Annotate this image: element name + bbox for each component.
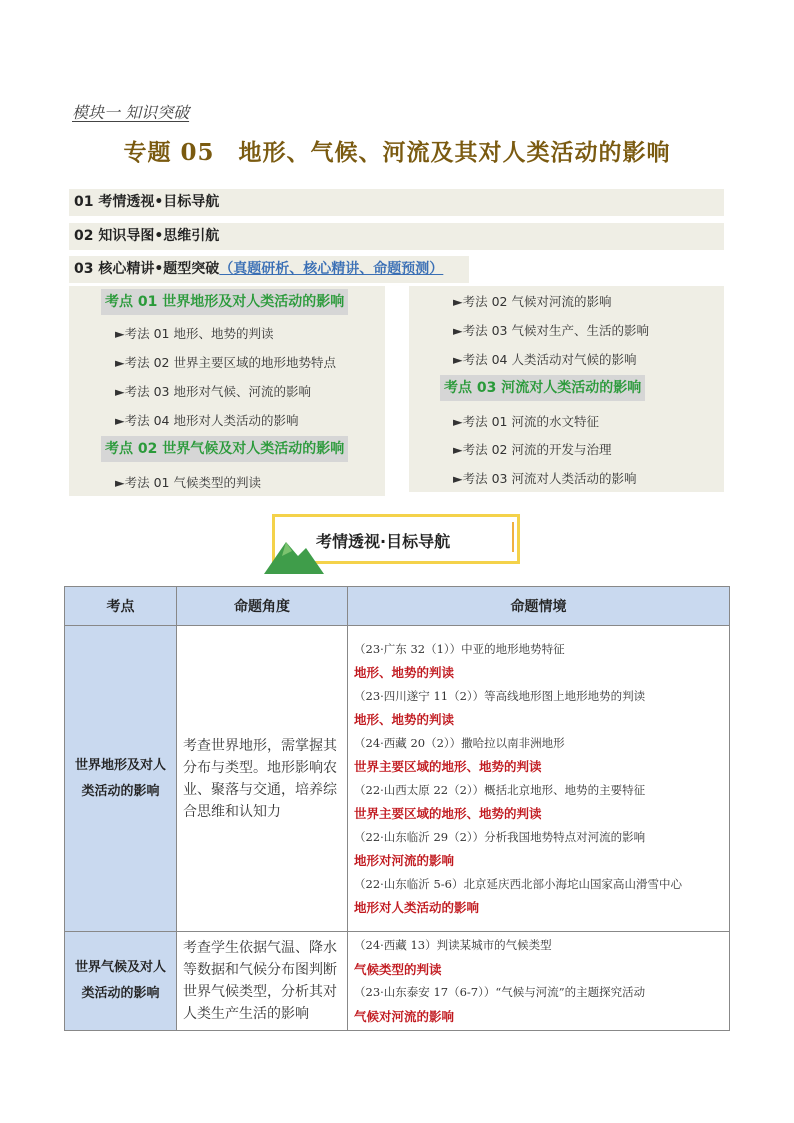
toc-kaofa-item[interactable]: ►考法 02 气候对河流的影响 bbox=[453, 294, 612, 309]
table-row bbox=[65, 626, 730, 932]
situation-topic: 地形对河流的影响 bbox=[354, 853, 455, 868]
toc-kaofa-item[interactable]: ►考法 04 人类活动对气候的影响 bbox=[453, 352, 637, 367]
toc-kaofa-item[interactable]: ►考法 02 世界主要区域的地形地势特点 bbox=[115, 355, 336, 370]
table-row bbox=[65, 932, 730, 1031]
toc-row-1[interactable]: 01 考情透视•目标导航 bbox=[69, 189, 724, 216]
toc-row-2[interactable]: 02 知识导图•思维引航 bbox=[69, 223, 724, 250]
toc-kaofa-item[interactable]: ►考法 01 气候类型的判读 bbox=[115, 475, 261, 490]
situation-topic: 地形、地势的判读 bbox=[354, 665, 455, 680]
toc-kaofa-item[interactable]: ►考法 03 气候对生产、生活的影响 bbox=[453, 323, 649, 338]
toc-row-3[interactable] bbox=[69, 256, 469, 283]
toc-left-column bbox=[69, 286, 385, 496]
title-text: 地形、气候、河流及其对人类活动的影响 bbox=[238, 139, 671, 166]
situation-source: （22·山东临沂 5-6）北京延庆西北部小海坨山国家高山滑雪中心 bbox=[354, 876, 682, 891]
toc-row-3-sub[interactable]: （真题研析、核心精讲、命题预测） bbox=[219, 261, 444, 277]
row-angle: 考查世界地形，需掌握其分布与类型。地形影响农业、聚落与交通，培养综合思维和认知力 bbox=[177, 626, 348, 932]
situation-topic: 世界主要区域的地形、地势的判读 bbox=[354, 806, 542, 821]
toc-kaofa-item[interactable]: ►考法 01 地形、地势的判读 bbox=[115, 326, 274, 341]
situation-source: （24·西藏 20（2））撒哈拉以南非洲地形 bbox=[354, 735, 565, 750]
table-header-row bbox=[65, 587, 730, 626]
header-kaodian: 考点 bbox=[65, 587, 177, 626]
row-kaodian: 世界地形及对人类活动的影响 bbox=[65, 626, 177, 932]
toc-kaodian-02[interactable]: 考点 02 世界气候及对人类活动的影响 bbox=[101, 436, 348, 462]
situation-source: （23·广东 32（1））中亚的地形地势特征 bbox=[354, 641, 565, 656]
toc-kaofa-item[interactable]: ►考法 04 地形对人类活动的影响 bbox=[115, 413, 299, 428]
situation-source: （22·山东临沂 29（2））分析我国地势特点对河流的影响 bbox=[354, 829, 646, 844]
toc-kaodian-01[interactable]: 考点 01 世界地形及对人类活动的影响 bbox=[101, 289, 348, 315]
row-angle: 考查学生依据气温、降水等数据和气候分布图判断世界气候类型，分析其对人类生产生活的影响 bbox=[177, 932, 348, 1031]
row-situation bbox=[348, 626, 730, 932]
toc-right-column bbox=[409, 286, 724, 492]
situation-topic: 地形、地势的判读 bbox=[354, 712, 455, 727]
situation-source: （24·西藏 13）判读某城市的气候类型 bbox=[354, 938, 552, 952]
situation-source: （23·四川遂宁 11（2））等高线地形图上地形地势的判读 bbox=[354, 688, 646, 703]
situation-topic: 气候类型的判读 bbox=[354, 961, 442, 977]
header-situation: 命题情境 bbox=[348, 587, 730, 626]
toc-kaofa-item[interactable]: ►考法 03 河流对人类活动的影响 bbox=[453, 471, 637, 486]
header-angle: 命题角度 bbox=[177, 587, 348, 626]
row-kaodian: 世界气候及对人类活动的影响 bbox=[65, 932, 177, 1031]
banner-decoration bbox=[504, 522, 514, 552]
title-number: 专题 05 bbox=[123, 139, 215, 166]
toc-kaofa-item[interactable]: ►考法 02 河流的开发与治理 bbox=[453, 442, 612, 457]
module-label: 模块一 知识突破 bbox=[72, 103, 190, 122]
banner-title: 考情透视·目标导航 bbox=[316, 532, 451, 551]
row-situation bbox=[348, 932, 730, 1031]
situation-topic: 气候对河流的影响 bbox=[354, 1008, 455, 1024]
toc-row-3-main: 03 核心精讲•题型突破 bbox=[74, 261, 220, 277]
mountain-icon bbox=[264, 534, 324, 574]
situation-topic: 地形对人类活动的影响 bbox=[354, 900, 480, 915]
situation-source: （23·山东泰安 17（6-7））“气候与河流”的主题探究活动 bbox=[354, 985, 646, 999]
section-banner bbox=[272, 514, 520, 564]
situation-source: （22·山西太原 22（2））概括北京地形、地势的主要特征 bbox=[354, 782, 646, 797]
toc-kaofa-item[interactable]: ►考法 01 河流的水文特征 bbox=[453, 414, 599, 429]
situation-topic: 世界主要区域的地形、地势的判读 bbox=[354, 759, 542, 774]
exam-table bbox=[64, 586, 730, 1031]
page-title bbox=[0, 134, 794, 167]
toc-kaodian-03[interactable]: 考点 03 河流对人类活动的影响 bbox=[440, 375, 645, 401]
toc-kaofa-item[interactable]: ►考法 03 地形对气候、河流的影响 bbox=[115, 384, 311, 399]
